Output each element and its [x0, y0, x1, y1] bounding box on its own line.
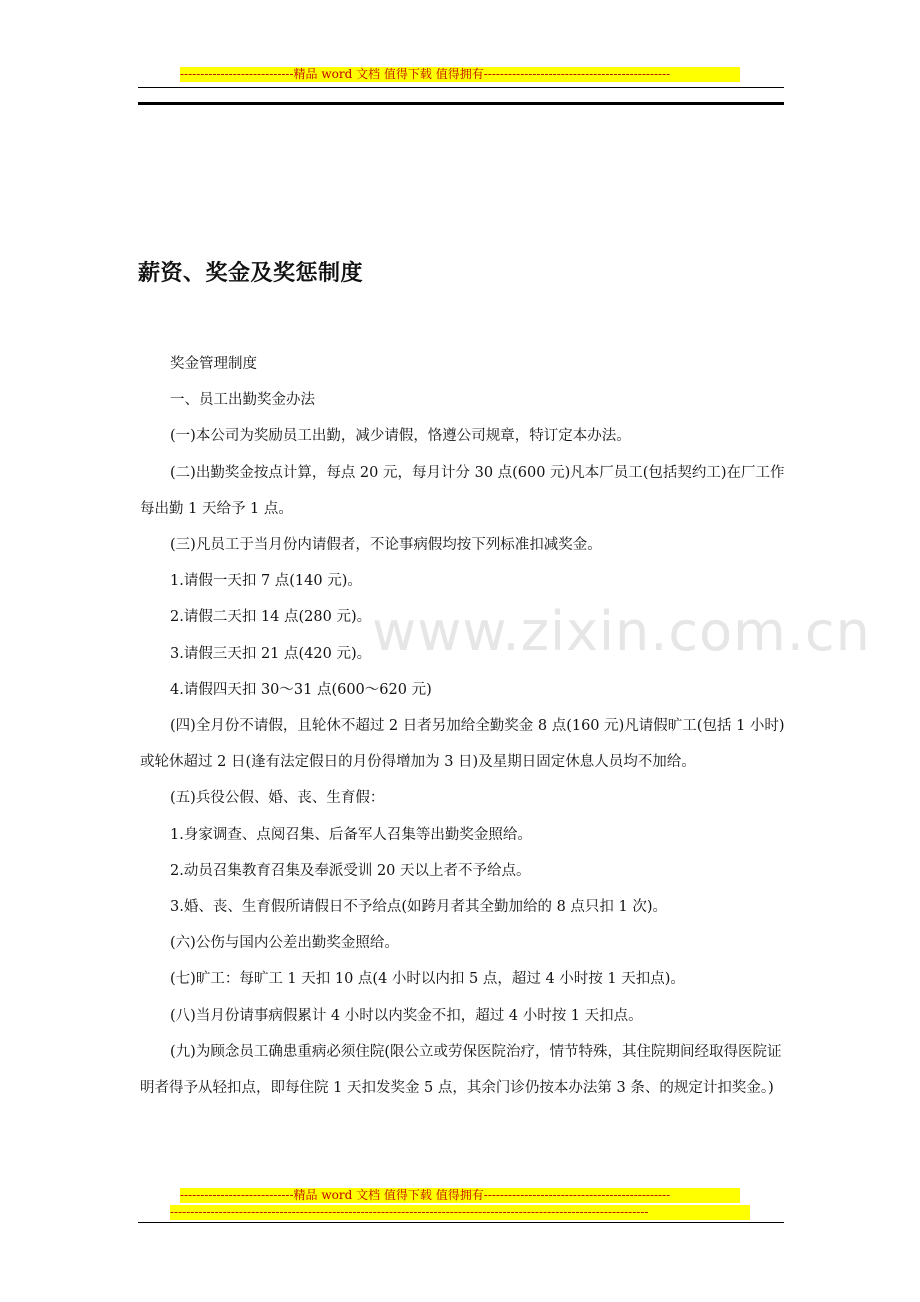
- paragraph: (八)当月份请事病假累计 4 小时以内奖金不扣，超过 4 小时按 1 天扣点。: [170, 1007, 643, 1024]
- watermark: www.zixin.com.cn: [372, 600, 871, 663]
- header-banner: ----------------------------精品 word 文档 值得下载 值得拥有----------------------------------------------: [180, 67, 740, 82]
- paragraph: (五)兵役公假、婚、丧、生育假：: [170, 790, 385, 807]
- paragraph: (四)全月份不请假，且轮休不超过 2 日者另加给全勤奖金 8 点(160 元)凡请假旷工(包括 1 小时)或轮休超过 2 日(逢有法定假日的月份得增加为 3 日)及星期日固定休息人员均不加给。: [140, 718, 785, 771]
- paragraph: 一、员工出勤奖金办法: [170, 392, 315, 409]
- paragraph: 4.请假四天扣 30～31 点(600～620 元): [170, 681, 432, 698]
- footer-rule: [138, 1222, 784, 1223]
- paragraph: (六)公伤与国内公差出勤奖金照给。: [170, 935, 399, 952]
- document-body: [140, 346, 788, 1106]
- paragraph: 2.请假二天扣 14 点(280 元)。: [170, 609, 372, 626]
- document-title: 薪资、奖金及奖惩制度: [138, 261, 364, 286]
- paragraph: (三)凡员工于当月份内请假者，不论事病假均按下列标准扣减奖金。: [170, 537, 602, 554]
- header-rule-thin: [138, 87, 784, 88]
- footer-banner: ----------------------------精品 word 文档 值得下载 值得拥有----------------------------------------------: [180, 1188, 740, 1203]
- paragraph: (一)本公司为奖励员工出勤，减少请假，恪遵公司规章，特订定本办法。: [170, 428, 631, 445]
- paragraph: (九)为顾念员工确患重病必须住院(限公立或劳保医院治疗，情节特殊，其住院期间经取得医院证明者得予从轻扣点，即每住院 1 天扣发奖金 5 点，其余门诊仍按本办法第 3 条、的规定计扣奖金。): [140, 1043, 782, 1097]
- paragraph: (二)出勤奖金按点计算，每点 20 元，每月计分 30 点(600 元)凡本厂员工(包括契约工)在厂工作每出勤 1 天给予 1 点。: [140, 464, 785, 517]
- paragraph: 1.请假一天扣 7 点(140 元)。: [170, 573, 362, 590]
- paragraph: 3.婚、丧、生育假所请假日不予给点(如跨月者其全勤加给的 8 点只扣 1 次)。: [170, 899, 668, 916]
- footer-banner-dashes: ----------------------------------------------------------------------------------------------------------------------: [170, 1205, 750, 1220]
- paragraph: 2.动员召集教育召集及奉派受训 20 天以上者不予给点。: [170, 862, 531, 879]
- paragraph: 奖金管理制度: [170, 356, 257, 372]
- paragraph: 1.身家调查、点阅召集、后备军人召集等出勤奖金照给。: [170, 826, 532, 843]
- paragraph: (七)旷工：每旷工 1 天扣 10 点(4 小时以内扣 5 点，超过 4 小时按 1 天扣点)。: [170, 971, 685, 988]
- header-rule-thick: [138, 102, 784, 105]
- paragraph: 3.请假三天扣 21 点(420 元)。: [170, 645, 372, 662]
